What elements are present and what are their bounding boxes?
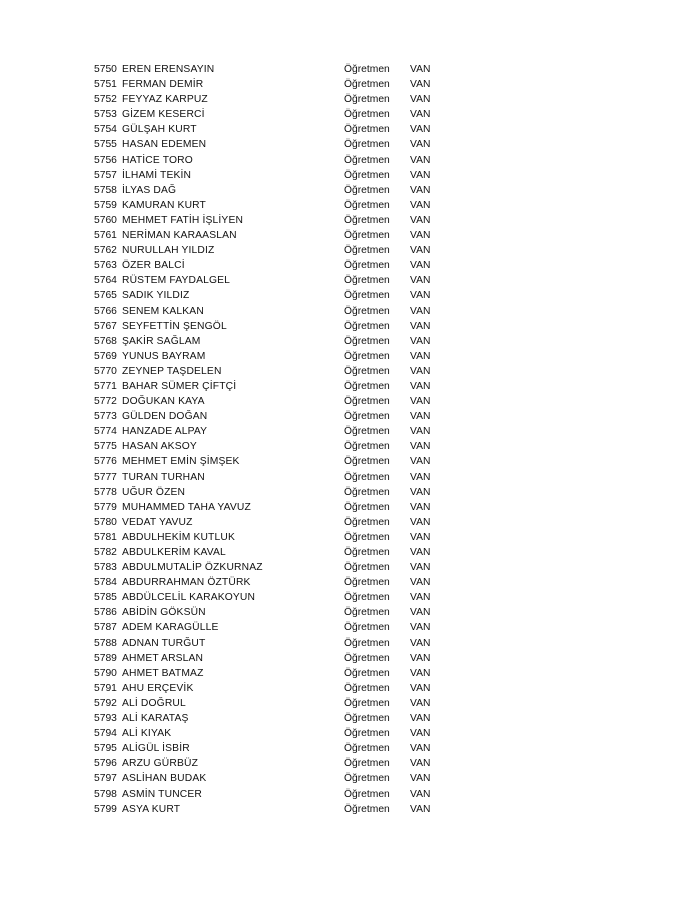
row-number: 5760 xyxy=(94,214,117,226)
row-number: 5768 xyxy=(94,335,117,347)
list-item xyxy=(94,409,454,424)
job-title: Öğretmen xyxy=(344,803,390,815)
city-name: VAN xyxy=(410,109,431,121)
city-name: VAN xyxy=(410,94,431,106)
city-name: VAN xyxy=(410,426,431,438)
city-name: VAN xyxy=(410,335,431,347)
city-name: VAN xyxy=(410,380,431,392)
city-name: VAN xyxy=(410,169,431,181)
city-name: VAN xyxy=(410,531,431,543)
city-name: VAN xyxy=(410,396,431,408)
city-name: VAN xyxy=(410,713,431,725)
job-title: Öğretmen xyxy=(344,743,390,755)
person-name: BAHAR SÜMER ÇİFTÇİ xyxy=(122,380,237,392)
row-number: 5798 xyxy=(94,788,117,800)
list-item xyxy=(94,605,454,620)
city-name: VAN xyxy=(410,577,431,589)
list-item xyxy=(94,741,454,756)
city-name: VAN xyxy=(410,441,431,453)
job-title: Öğretmen xyxy=(344,607,390,619)
job-title: Öğretmen xyxy=(344,184,390,196)
city-name: VAN xyxy=(410,79,431,91)
person-name: HASAN AKSOY xyxy=(122,441,197,453)
list-item xyxy=(94,228,454,243)
person-name: ARZU GÜRBÜZ xyxy=(122,758,199,770)
list-item xyxy=(94,500,454,515)
list-item xyxy=(94,575,454,590)
city-name: VAN xyxy=(410,667,431,679)
person-name: GİZEM KESERCİ xyxy=(122,109,205,121)
person-name: UĞUR ÖZEN xyxy=(122,486,186,498)
person-name: MUHAMMED TAHA YAVUZ xyxy=(122,501,251,513)
row-number: 5773 xyxy=(94,411,117,423)
row-number: 5794 xyxy=(94,728,117,740)
city-name: VAN xyxy=(410,260,431,272)
city-name: VAN xyxy=(410,290,431,302)
city-name: VAN xyxy=(410,245,431,257)
person-name: ÖZER BALCİ xyxy=(122,260,185,272)
row-number: 5774 xyxy=(94,426,117,438)
city-name: VAN xyxy=(410,350,431,362)
list-item xyxy=(94,62,454,77)
row-number: 5786 xyxy=(94,607,117,619)
person-name: SADIK YILDIZ xyxy=(122,290,190,302)
person-name: ABDULMUTALİP ÖZKURNAZ xyxy=(122,562,263,574)
job-title: Öğretmen xyxy=(344,109,390,121)
row-number: 5750 xyxy=(94,64,117,75)
row-number: 5772 xyxy=(94,396,117,408)
person-name: MEHMET FATİH İŞLİYEN xyxy=(122,214,244,226)
city-name: VAN xyxy=(410,305,431,317)
list-item xyxy=(94,560,454,575)
job-title: Öğretmen xyxy=(344,230,390,242)
city-name: VAN xyxy=(410,64,431,75)
person-name: SEYFETTİN ŞENGÖL xyxy=(122,320,227,332)
person-name: FERMAN DEMİR xyxy=(122,79,204,91)
row-number: 5782 xyxy=(94,547,117,558)
person-name: DOĞUKAN KAYA xyxy=(122,396,205,408)
city-name: VAN xyxy=(410,592,431,604)
job-title: Öğretmen xyxy=(344,622,390,634)
list-item xyxy=(94,485,454,500)
list-item xyxy=(94,183,454,198)
person-name: YUNUS BAYRAM xyxy=(122,350,206,362)
person-name: ASMİN TUNCER xyxy=(122,788,202,800)
person-name: İLHAMİ TEKİN xyxy=(122,169,192,181)
row-number: 5796 xyxy=(94,758,117,770)
person-name: HANZADE ALPAY xyxy=(122,426,208,438)
list-item xyxy=(94,213,454,228)
city-name: VAN xyxy=(410,652,431,664)
job-title: Öğretmen xyxy=(344,577,390,589)
city-name: VAN xyxy=(410,562,431,574)
list-item xyxy=(94,681,454,696)
row-number: 5779 xyxy=(94,501,117,513)
list-item xyxy=(94,439,454,454)
job-title: Öğretmen xyxy=(344,380,390,392)
person-name: GÜLDEN DOĞAN xyxy=(122,411,208,423)
job-title: Öğretmen xyxy=(344,290,390,302)
row-number: 5770 xyxy=(94,365,117,377)
list-item xyxy=(94,545,454,560)
person-name: HATİCE TORO xyxy=(122,154,193,166)
job-title: Öğretmen xyxy=(344,64,390,75)
list-item xyxy=(94,530,454,545)
job-title: Öğretmen xyxy=(344,697,390,709)
row-number: 5754 xyxy=(94,124,117,136)
person-name: AHMET BATMAZ xyxy=(122,667,204,679)
city-name: VAN xyxy=(410,456,431,468)
row-number: 5791 xyxy=(94,682,117,694)
city-name: VAN xyxy=(410,788,431,800)
row-number: 5775 xyxy=(94,441,117,453)
list-item xyxy=(94,651,454,666)
person-name: ADEM KARAGÜLLE xyxy=(122,622,219,634)
job-title: Öğretmen xyxy=(344,486,390,498)
row-number: 5787 xyxy=(94,622,117,634)
row-number: 5785 xyxy=(94,592,117,604)
job-title: Öğretmen xyxy=(344,396,390,408)
person-name: ABDÜLCELİL KARAKOYUN xyxy=(122,592,256,604)
row-number: 5777 xyxy=(94,471,117,483)
person-name: AHU ERÇEVİK xyxy=(122,682,194,694)
city-name: VAN xyxy=(410,547,431,558)
person-name: ASLİHAN BUDAK xyxy=(122,773,207,785)
person-name: GÜLŞAH KURT xyxy=(122,124,197,136)
list-item xyxy=(94,122,454,137)
list-item xyxy=(94,198,454,213)
person-name: ALİ KIYAK xyxy=(122,728,172,740)
job-title: Öğretmen xyxy=(344,169,390,181)
job-title: Öğretmen xyxy=(344,335,390,347)
row-number: 5758 xyxy=(94,184,117,196)
list-item xyxy=(94,77,454,92)
job-title: Öğretmen xyxy=(344,260,390,272)
list-item xyxy=(94,590,454,605)
job-title: Öğretmen xyxy=(344,667,390,679)
list-item xyxy=(94,168,454,183)
job-title: Öğretmen xyxy=(344,94,390,106)
row-number: 5776 xyxy=(94,456,117,468)
row-number: 5753 xyxy=(94,109,117,121)
job-title: Öğretmen xyxy=(344,139,390,151)
row-number: 5763 xyxy=(94,260,117,272)
row-number: 5755 xyxy=(94,139,117,151)
person-name: NURULLAH YILDIZ xyxy=(122,245,215,257)
job-title: Öğretmen xyxy=(344,713,390,725)
list-item xyxy=(94,454,454,469)
job-title: Öğretmen xyxy=(344,154,390,166)
list-item xyxy=(94,515,454,530)
job-title: Öğretmen xyxy=(344,426,390,438)
person-name: ABDULHEKİM KUTLUK xyxy=(122,531,235,543)
list-item xyxy=(94,334,454,349)
job-title: Öğretmen xyxy=(344,758,390,770)
list-item xyxy=(94,319,454,334)
city-name: VAN xyxy=(410,124,431,136)
row-number: 5756 xyxy=(94,154,117,166)
row-number: 5757 xyxy=(94,169,117,181)
list-item xyxy=(94,470,454,485)
person-name: HASAN EDEMEN xyxy=(122,139,207,151)
row-number: 5766 xyxy=(94,305,117,317)
person-name: KAMURAN KURT xyxy=(122,199,206,211)
city-name: VAN xyxy=(410,139,431,151)
job-title: Öğretmen xyxy=(344,728,390,740)
row-number: 5781 xyxy=(94,531,117,543)
person-name: VEDAT YAVUZ xyxy=(122,516,193,528)
job-title: Öğretmen xyxy=(344,501,390,513)
city-name: VAN xyxy=(410,501,431,513)
list-item xyxy=(94,636,454,651)
list-item xyxy=(94,258,454,273)
job-title: Öğretmen xyxy=(344,456,390,468)
job-title: Öğretmen xyxy=(344,788,390,800)
person-name: MEHMET EMİN ŞİMŞEK xyxy=(122,456,240,468)
list-item xyxy=(94,802,454,817)
list-item xyxy=(94,379,454,394)
city-name: VAN xyxy=(410,516,431,528)
list-item xyxy=(94,349,454,364)
row-number: 5795 xyxy=(94,743,117,755)
person-name: ALİGÜL İSBİR xyxy=(122,743,190,755)
job-title: Öğretmen xyxy=(344,547,390,558)
person-name: ADNAN TURĞUT xyxy=(122,637,206,649)
row-number: 5799 xyxy=(94,803,117,815)
person-name: AHMET ARSLAN xyxy=(122,652,204,664)
city-name: VAN xyxy=(410,154,431,166)
job-title: Öğretmen xyxy=(344,245,390,257)
job-title: Öğretmen xyxy=(344,637,390,649)
city-name: VAN xyxy=(410,184,431,196)
job-title: Öğretmen xyxy=(344,411,390,423)
list-item xyxy=(94,137,454,152)
job-title: Öğretmen xyxy=(344,124,390,136)
city-name: VAN xyxy=(410,365,431,377)
city-name: VAN xyxy=(410,214,431,226)
list-item xyxy=(94,364,454,379)
row-number: 5780 xyxy=(94,516,117,528)
person-name: EREN ERENSAYIN xyxy=(122,64,215,75)
list-item xyxy=(94,394,454,409)
city-name: VAN xyxy=(410,743,431,755)
list-item xyxy=(94,424,454,439)
person-name: İLYAS DAĞ xyxy=(122,184,177,196)
job-title: Öğretmen xyxy=(344,682,390,694)
city-name: VAN xyxy=(410,682,431,694)
city-name: VAN xyxy=(410,230,431,242)
job-title: Öğretmen xyxy=(344,275,390,287)
list-item xyxy=(94,304,454,319)
job-title: Öğretmen xyxy=(344,562,390,574)
job-title: Öğretmen xyxy=(344,531,390,543)
person-name: ABDULKERİM KAVAL xyxy=(122,547,226,558)
row-number: 5797 xyxy=(94,773,117,785)
job-title: Öğretmen xyxy=(344,365,390,377)
city-name: VAN xyxy=(410,199,431,211)
person-name: ALİ KARATAŞ xyxy=(122,713,189,725)
job-title: Öğretmen xyxy=(344,214,390,226)
person-name: TURAN TURHAN xyxy=(122,471,205,483)
person-name: ASYA KURT xyxy=(122,803,181,815)
job-title: Öğretmen xyxy=(344,305,390,317)
job-title: Öğretmen xyxy=(344,320,390,332)
row-number: 5778 xyxy=(94,486,117,498)
city-name: VAN xyxy=(410,728,431,740)
list-item xyxy=(94,771,454,786)
list-item xyxy=(94,666,454,681)
person-name: ŞAKİR SAĞLAM xyxy=(122,335,201,347)
list-item xyxy=(94,726,454,741)
city-name: VAN xyxy=(410,275,431,287)
row-number: 5762 xyxy=(94,245,117,257)
list-item xyxy=(94,153,454,168)
job-title: Öğretmen xyxy=(344,592,390,604)
job-title: Öğretmen xyxy=(344,516,390,528)
person-name: ALİ DOĞRUL xyxy=(122,697,186,709)
city-name: VAN xyxy=(410,622,431,634)
list-item xyxy=(94,696,454,711)
row-number: 5783 xyxy=(94,562,117,574)
row-number: 5792 xyxy=(94,697,117,709)
city-name: VAN xyxy=(410,471,431,483)
person-name: SENEM KALKAN xyxy=(122,305,204,317)
city-name: VAN xyxy=(410,773,431,785)
city-name: VAN xyxy=(410,486,431,498)
row-number: 5790 xyxy=(94,667,117,679)
person-name: ABDURRAHMAN ÖZTÜRK xyxy=(122,577,251,589)
job-title: Öğretmen xyxy=(344,79,390,91)
row-number: 5761 xyxy=(94,230,117,242)
row-number: 5765 xyxy=(94,290,117,302)
row-number: 5788 xyxy=(94,637,117,649)
row-number: 5752 xyxy=(94,94,117,106)
person-name: RÜSTEM FAYDALGEL xyxy=(122,275,231,287)
city-name: VAN xyxy=(410,607,431,619)
list-item xyxy=(94,92,454,107)
person-name: ABİDİN GÖKSÜN xyxy=(122,607,206,619)
person-name: NERİMAN KARAASLAN xyxy=(122,230,237,242)
list-item xyxy=(94,107,454,122)
row-number: 5771 xyxy=(94,380,117,392)
list-item xyxy=(94,243,454,258)
row-number: 5751 xyxy=(94,79,117,91)
row-number: 5789 xyxy=(94,652,117,664)
list-item xyxy=(94,787,454,802)
person-name: FEYYAZ KARPUZ xyxy=(122,94,208,106)
city-name: VAN xyxy=(410,758,431,770)
city-name: VAN xyxy=(410,411,431,423)
list-item xyxy=(94,756,454,771)
city-name: VAN xyxy=(410,803,431,815)
teacher-list xyxy=(94,62,454,817)
city-name: VAN xyxy=(410,637,431,649)
list-item xyxy=(94,288,454,303)
row-number: 5767 xyxy=(94,320,117,332)
city-name: VAN xyxy=(410,697,431,709)
row-number: 5759 xyxy=(94,199,117,211)
row-number: 5769 xyxy=(94,350,117,362)
job-title: Öğretmen xyxy=(344,652,390,664)
list-item xyxy=(94,620,454,635)
job-title: Öğretmen xyxy=(344,199,390,211)
row-number: 5793 xyxy=(94,713,117,725)
city-name: VAN xyxy=(410,320,431,332)
list-item xyxy=(94,273,454,288)
list-item xyxy=(94,711,454,726)
job-title: Öğretmen xyxy=(344,471,390,483)
row-number: 5784 xyxy=(94,577,117,589)
job-title: Öğretmen xyxy=(344,441,390,453)
job-title: Öğretmen xyxy=(344,350,390,362)
job-title: Öğretmen xyxy=(344,773,390,785)
row-number: 5764 xyxy=(94,275,117,287)
person-name: ZEYNEP TAŞDELEN xyxy=(122,365,222,377)
